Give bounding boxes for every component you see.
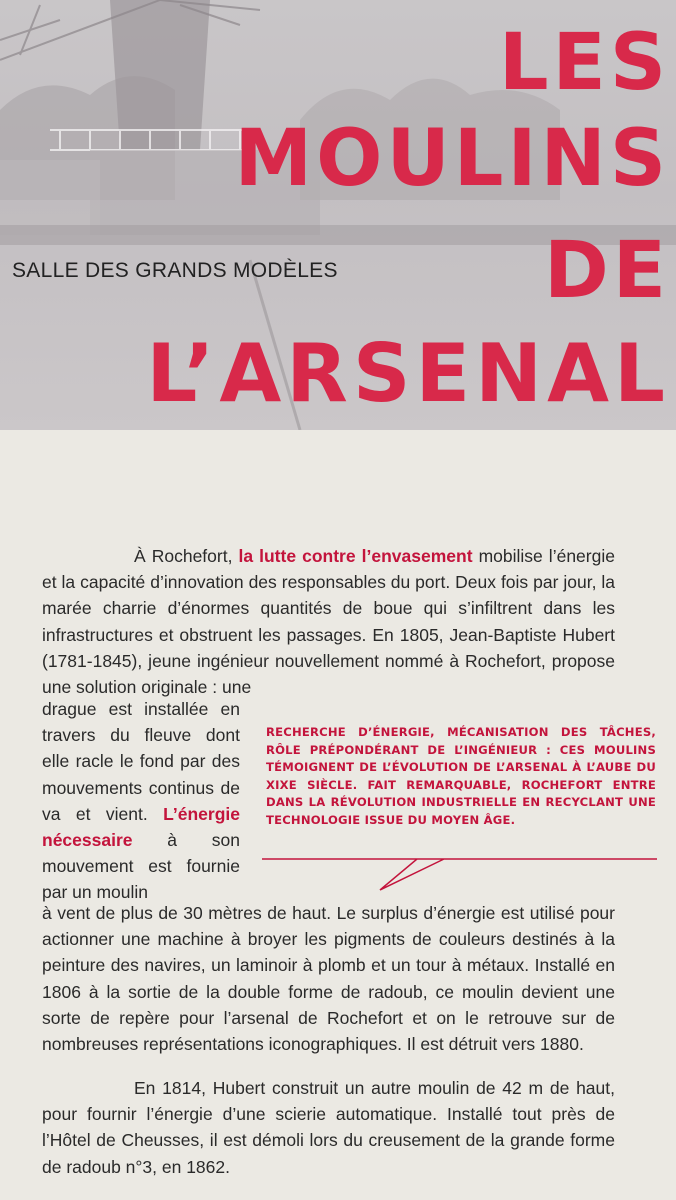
title-line-3: DE bbox=[543, 226, 670, 316]
speech-bubble-pointer bbox=[262, 852, 662, 897]
para1-text: mobilise l’énergie et la capacité d’innovation des responsables du port. Deux fois par jour, la marée charrie d’énormes quantités de boue qui s’infiltrent dans les infrastructures et obstruent les passages. En 1805, Jean-Baptiste Hubert (1781-1845), jeune ingénieur nouvellement nommé à Rochefort, propose une solution originale : une bbox=[42, 546, 615, 698]
header-photo bbox=[0, 0, 676, 430]
title-line-1: LES bbox=[498, 18, 670, 108]
paragraph-column bbox=[42, 696, 240, 906]
title-line-4: L’ARSENAL bbox=[146, 327, 670, 420]
column-highlight: L’énergie nécessaire bbox=[42, 803, 240, 851]
paragraph-continuation: à vent de plus de 30 mètres de haut. Le surplus d’énergie est utilisé pour actionner une machine à broyer les pigments de couleurs destinés à la peinture des navires, un laminoir à plomb et un tour à métaux. Installé en 1806 à la sortie de la double forme de radoub, ce moulin devient une sorte de repère pour l’arsenal de Rochefort et on le retrouve sur de nombreuses représentations iconographiques. Il est détruit vers 1880. bbox=[42, 903, 615, 1055]
column-text-rest: à son mouvement est fournie par un moulin bbox=[42, 830, 240, 903]
subtitle: SALLE DES GRANDS MODÈLES bbox=[12, 259, 338, 282]
pull-quote: RECHERCHE D’ÉNERGIE, MÉCANISATION DES TÂCHES, RÔLE PRÉPONDÉRANT DE L’INGÉNIEUR : CES MOULINS TÉMOIGNENT DE L’ÉVOLUTION DE L’ARSENAL À L’AUBE DU XIXE SIÈCLE. FAIT REMARQUABLE, ROCHEFORT ENTRE DANS LA RÉVOLUTION INDUSTRIELLE EN RECYCLANT UNE TECHNOLOGIE ISSUE DU MOYEN ÂGE. bbox=[266, 725, 656, 827]
paragraph-intro bbox=[42, 543, 615, 700]
column-text: drague est installée en travers du fleuve dont elle racle le fond par des mouvements continus de va et vient. bbox=[42, 699, 240, 824]
title-line-2: MOULINS bbox=[234, 114, 670, 204]
paragraph-second bbox=[42, 1075, 615, 1180]
para1-lead: À Rochefort, bbox=[134, 546, 233, 566]
para1-highlight: la lutte contre l’envasement bbox=[238, 546, 473, 566]
para2-text: En 1814, Hubert construit un autre moulin de 42 m de haut, pour fournir l’énergie d’une scierie automatique. Installé tout près de l’Hôtel de Cheusses, il est démoli lors du creusement de la grande forme de radoub n°3, en 1862. bbox=[42, 1078, 615, 1177]
